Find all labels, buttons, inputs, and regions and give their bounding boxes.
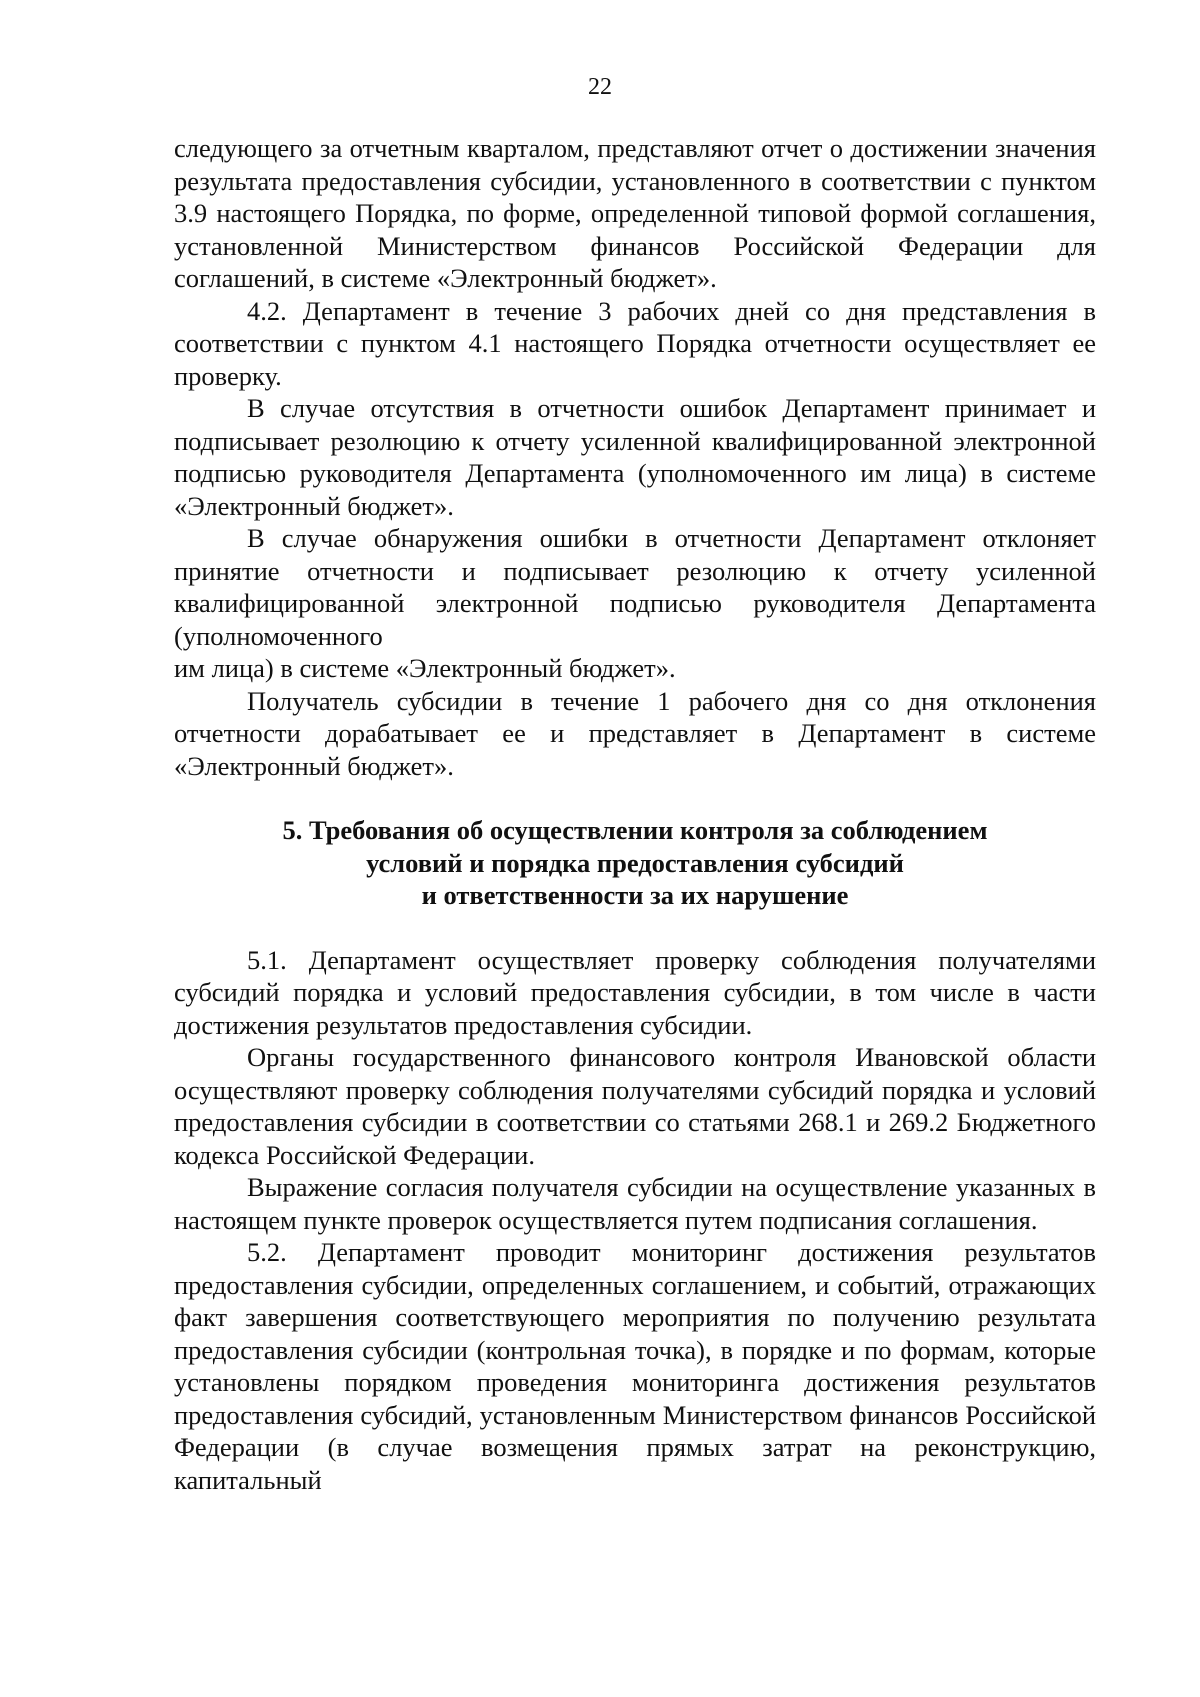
paragraph-5-1: 5.1. Департамент осуществляет проверку соблюдения получателями субсидий порядка и условий предоставления субсидии, в том числе в части достижения результатов предоставления субсидии.	[174, 944, 1096, 1040]
paragraph-5-2: 5.2. Департамент проводит мониторинг достижения результатов предоставления субсидии, определенных соглашением, и событий, отражающих факт завершения соответствующего мероприятия по получению результата предоставления субсидии (контрольная точка), в порядке и по формам, которые установлены порядком проведения мониторинга достижения результатов предоставления субсидий, установленным Министерством финансов Российской Федерации (в случае возмещения прямых затрат на реконструкцию, капитальный	[174, 1237, 1096, 1495]
paragraph-errors-found-part2: им лица) в системе «Электронный бюджет».	[174, 653, 676, 683]
paragraph-no-errors: В случае отсутствия в отчетности ошибок Департамент принимает и подписывает резолюцию к отчету усиленной квалифицированной электронной подписью руководителя Департамента (уполномоченного им лица) в системе «Электронный бюджет».	[174, 393, 1096, 521]
paragraph-consent: Выражение согласия получателя субсидии на осуществление указанных в настоящем пункте проверок осуществляется путем подписания соглашения.	[174, 1172, 1096, 1235]
heading-line-1: 5. Требования об осуществлении контроля за соблюдением	[282, 815, 988, 845]
spacer	[174, 912, 1096, 944]
paragraph-recipient-revision: Получатель субсидии в течение 1 рабочего дня со дня отклонения отчетности дорабатывает ее и представляет в Департамент в системе «Электронный бюджет».	[174, 685, 1096, 781]
paragraph-4-2: 4.2. Департамент в течение 3 рабочих дней со дня представления в соответствии с пунктом 4.1 настоящего Порядка отчетности осуществляет ее проверку.	[174, 295, 1096, 391]
section-5-heading	[174, 814, 1096, 912]
heading-line-2: условий и порядка предоставления субсидий	[366, 847, 904, 878]
paragraph-errors-found-part1: В случае обнаружения ошибки в отчетности Департамент отклоняет принятие отчетности и подписывает резолюцию к отчету усиленной квалифицированной электронной подписью руководителя Департамента (уполномоченного	[174, 523, 1096, 651]
paragraph-errors-found	[174, 522, 1096, 685]
heading-line-3: и ответственности за их нарушение	[421, 880, 849, 910]
paragraph-continuation: следующего за отчетным кварталом, представляют отчет о достижении значения результата предоставления субсидии, установленного в соответствии с пунктом 3.9 настоящего Порядка, по форме, определенной типовой формой соглашения, установленной Министерством финансов Российской Федерации для соглашений, в системе «Электронный бюджет».	[174, 133, 1096, 293]
spacer	[174, 782, 1096, 814]
paragraph-financial-control: Органы государственного финансового контроля Ивановской области осуществляют проверку соблюдения получателями субсидий порядка и условий предоставления субсидии в соответствии со статьями 268.1 и 269.2 Бюджетного кодекса Российской Федерации.	[174, 1042, 1096, 1170]
page-number: 22	[588, 74, 612, 100]
document-body	[174, 132, 1096, 1496]
